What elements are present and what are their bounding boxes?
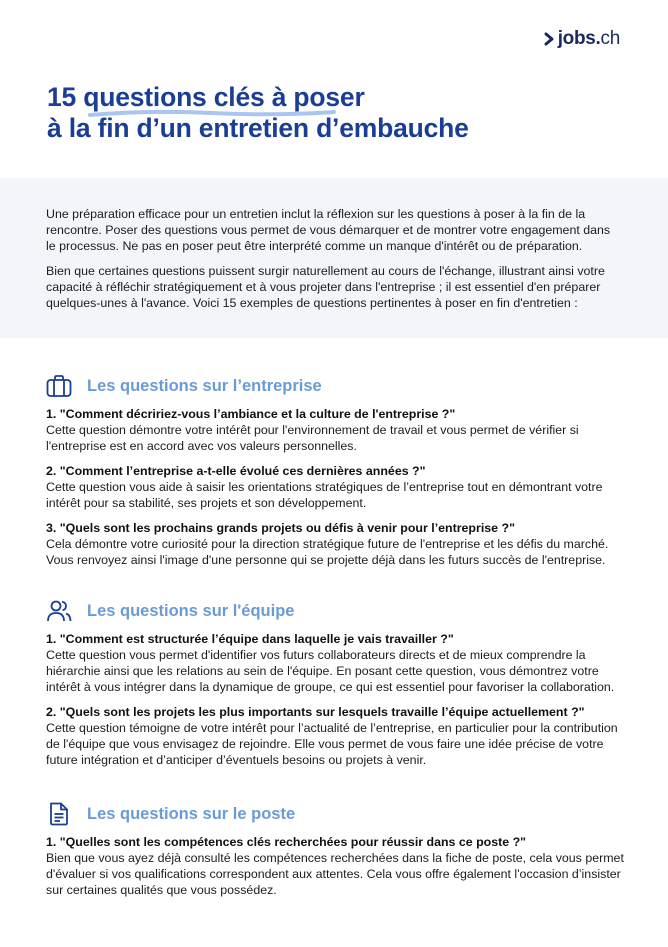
- intro-box: [0, 178, 668, 338]
- logo-text: jobs.ch: [557, 28, 620, 49]
- question-body: Bien que vous ayez déjà consulté les compétences recherchées dans la fiche de poste, cela vous permet d'évaluer si vos qualifications correspondent aux attentes. Cela vous offre également l'occasion d’insister sur certaines qualités que vous possédez.: [46, 851, 624, 897]
- section-title: Les questions sur l’entreprise: [87, 376, 322, 395]
- question-title: 1. "Comment est structurée l’équipe dans laquelle je vais travailler ?": [46, 632, 454, 646]
- question-title: 2. "Quels sont les projets les plus importants sur lesquels travaille l’équipe actuellement ?": [46, 705, 585, 719]
- section-title: Les questions sur l'équipe: [87, 601, 295, 620]
- question-title: 1. "Comment décririez-vous l’ambiance et la culture de l'entreprise ?": [46, 407, 456, 421]
- section-header: [46, 800, 626, 828]
- section-title: Les questions sur le poste: [87, 804, 296, 823]
- section-header: [46, 597, 626, 625]
- question-item: [46, 704, 626, 768]
- page-title: [47, 82, 627, 144]
- question-title: 1. "Quelles sont les compétences clés recherchées pour réussir dans ce poste ?": [46, 835, 527, 849]
- document-icon: [46, 801, 72, 827]
- question-item: [46, 834, 626, 898]
- section-header: [46, 372, 626, 400]
- question-title: 2. "Comment l’entreprise a-t-elle évolué ces dernières années ?": [46, 464, 426, 478]
- question-item: [46, 463, 626, 511]
- question-item: [46, 631, 626, 695]
- chevron-right-icon: [542, 31, 556, 47]
- question-body: Cela démontre votre curiosité pour la direction stratégique future de l'entreprise et les défis du marché. Vous renvoyez ainsi l'image d'une personne qui se projette déjà dans les futurs succès de l'entreprise.: [46, 537, 609, 567]
- section-entreprise: [46, 372, 626, 568]
- question-body: Cette question témoigne de votre intérêt pour l’actualité de l’entreprise, en particulier pour la contribution de l'équipe que vous envisagez de rejoindre. Elle vous permet de vous faire une idée précise de votre future intégration et d’anticiper d’éventuels besoins ou projets à venir.: [46, 721, 618, 767]
- question-title: 3. "Quels sont les prochains grands projets ou défis à venir pour l’entreprise ?": [46, 521, 515, 535]
- team-icon: [46, 598, 72, 624]
- section-poste: [46, 800, 626, 898]
- question-item: [46, 406, 626, 454]
- intro-paragraph-1: Une préparation efficace pour un entretien inclut la réflexion sur les questions à poser à la fin de la rencontre. Poser des questions vous permet de vous démarquer et de montrer votre engagement dans le processus. Ne pas en poser peut être interprété comme un manque d'intérêt ou de préparation.: [46, 207, 611, 253]
- question-body: Cette question vous aide à saisir les orientations stratégiques de l’entreprise tout en démontrant votre intérêt pour sa stabilité, ses projets et son développement.: [46, 480, 603, 510]
- section-equipe: [46, 597, 626, 768]
- question-body: Cette question démontre votre intérêt pour l'environnement de travail et vous permet de vérifier si l'entreprise est en accord avec vos valeurs personnelles.: [46, 423, 579, 453]
- question-item: [46, 520, 626, 568]
- title-line-1: 15 questions clés à poser: [47, 82, 627, 113]
- jobs-ch-logo: [542, 27, 620, 51]
- question-body: Cette question vous permet d'identifier vos futurs collaborateurs directs et de mieux comprendre la hiérarchie ainsi que les relations au sein de l'équipe. En posant cette question, vous démontrez votre intérêt à vous intégrer dans la dynamique de groupe, ce qui est essentiel pour favoriser la collaboration.: [46, 648, 615, 694]
- briefcase-icon: [46, 373, 72, 399]
- intro-paragraph-2: Bien que certaines questions puissent surgir naturellement au cours de l'échange, illustrant ainsi votre capacité à réfléchir stratégiquement et à vous projeter dans l'entreprise ; il est essentiel d'en préparer quelques-unes à l'avance. Voici 15 exemples de questions pertinentes à poser en fin d'entretien :: [46, 264, 605, 310]
- title-line-2: à la fin d’un entretien d’embauche: [47, 113, 469, 143]
